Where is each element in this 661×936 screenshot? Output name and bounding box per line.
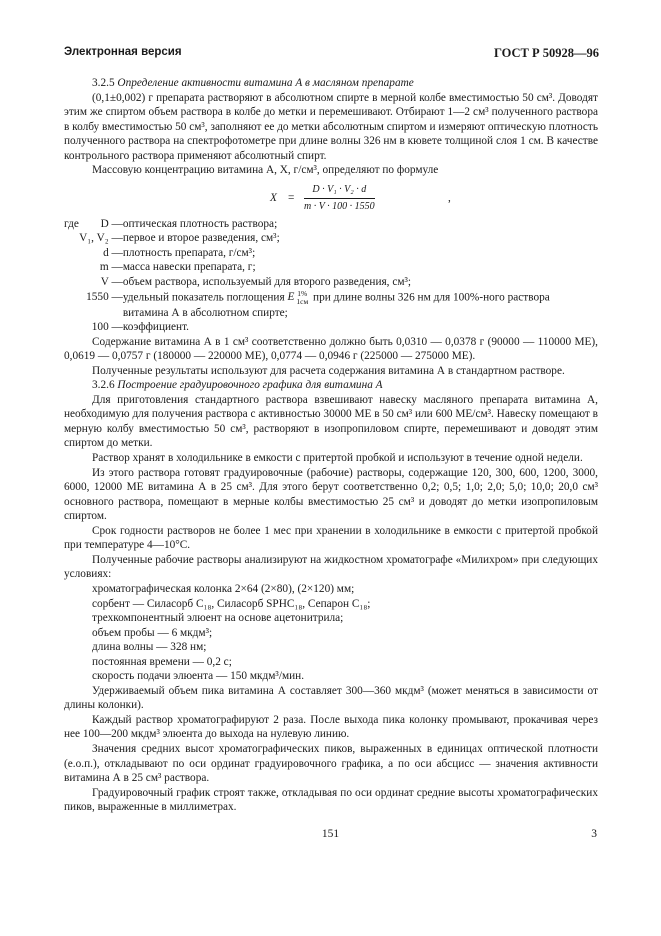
header-standard-number: ГОСТ Р 50928—96	[493, 46, 599, 60]
paragraph: Массовую концентрацию витамина А, X, г/см³, определяют по формуле	[92, 164, 439, 177]
list-item: объем пробы — 6 мкдм³;	[92, 626, 213, 639]
paragraph: Градуировочный график строят также, откладывая по оси ординат средние высоты хроматографических пиков, выраженные в миллиметрах.	[64, 786, 598, 814]
section-heading-3-2-5	[64, 76, 598, 91]
formula-equals: =	[288, 191, 295, 204]
formula-definitions	[64, 217, 598, 335]
paragraph: (0,1±0,002) г препарата растворяют в абсолютном спирте в мерной колбе вместимостью 50 см³. Доводят этим же спиртом объем раствора в колбе до метки и перемешивают. Отбирают 1—2 см³ полученного раствора в колбу вместимостью 50 см³, заполняют ее до метки абсолютным спиртом и измеряют оптическую плотность полученного раствора на спектрофотометре при длине волны 326 нм в кювете толщиной слоя 1 см. В качестве контрольного раствора применяют абсолютный спирт.	[64, 91, 598, 162]
list-item: хроматографическая колонка 2×64 (2×80), (2×120) мм;	[92, 582, 355, 595]
definition-symbol: D —	[100, 217, 123, 230]
definition-row	[64, 231, 598, 246]
paragraph: Значения средних высот хроматографических пиков, выраженных в единицах оптической плотности (е.о.п.), откладывают по оси ординат градуировочного графика, а по оси абсцисс — значения активности витамина А в 25 см³ раствора.	[64, 742, 598, 785]
definition-symbol: V —	[100, 276, 123, 289]
formula	[64, 183, 598, 213]
definition-text-part: удельный показатель поглощения	[122, 291, 285, 304]
list-item: постоянная времени — 0,2 с;	[92, 655, 232, 668]
section-title: Построение градуировочного графика для витамина А	[117, 379, 383, 392]
paragraph: Полученные результаты используют для расчета содержания витамина А в стандартном растворе.	[92, 364, 565, 377]
document-body	[64, 76, 598, 815]
definition-symbol: 100 —	[91, 321, 123, 334]
definition-text: плотность препарата, г/см³;	[122, 246, 256, 259]
formula-comma: ,	[448, 191, 451, 204]
header-edition-label: Электронная версия	[64, 46, 182, 58]
paragraph: Срок годности растворов не более 1 мес при хранении в холодильнике в емкости с притертой пробкой при температуре 4—10°С.	[64, 524, 598, 552]
formula-fraction	[304, 183, 375, 215]
page-number: 151	[321, 828, 340, 840]
paragraph: Раствор хранят в холодильнике в емкости с притертой пробкой и используют в течение одной недели.	[92, 452, 583, 465]
extinction-symbol: E	[287, 291, 295, 304]
formula-lhs: X	[270, 191, 277, 204]
definition-text: объем раствора, используемый для второго разведения, см³;	[122, 276, 412, 289]
paragraph: Из этого раствора готовят градуировочные (рабочие) растворы, содержащие 120, 300, 600, 1200, 3000, 6000, 12000 МЕ витамина А в 25 см³. Для этого берут соответственно 0,2; 0,5; 1,0; 2,0; 5,0; 10,0; 20,0 см³ основного раствора, помещают в мерные колбы вместимостью 25 см³ и доводят до метки изопропиловым спиртом.	[64, 466, 598, 523]
extinction-subscript: 1см	[296, 296, 309, 306]
conditions-list	[64, 582, 598, 684]
definition-symbol: d —	[103, 246, 123, 259]
definition-text	[123, 290, 598, 321]
section-title: Определение активности витамина А в масляном препарате	[117, 77, 414, 89]
paragraph: Каждый раствор хроматографируют 2 раза. После выхода пика колонку промывают, прокачивая через нее 100—200 мкдм³ элюента до выхода на нулевую линию.	[64, 713, 598, 741]
section-number: 3.2.6	[92, 379, 115, 392]
definition-text: коэффициент.	[122, 321, 190, 334]
definition-row	[64, 275, 598, 290]
formula-denominator: m · V · 100 · 1550	[304, 201, 375, 213]
definition-row	[64, 246, 598, 261]
definition-symbol: V₁, V₂ —	[79, 232, 123, 245]
extinction-indices	[296, 290, 308, 306]
paragraph: Полученные рабочие растворы анализируют на жидкостном хроматографе «Милихром» при следующих условиях:	[64, 553, 598, 581]
definition-text: оптическая плотность раствора;	[122, 217, 278, 230]
extinction-superscript: 1%	[297, 288, 308, 298]
definition-row	[64, 320, 598, 335]
list-item: сорбент — Силасорб С₁₈, Силасорб SPHC₁₈, Сепарон С₁₈;	[92, 597, 371, 610]
section-heading-3-2-6	[64, 378, 598, 393]
definition-row	[64, 260, 598, 275]
definition-row	[64, 217, 598, 232]
list-item: длина волны — 328 нм;	[92, 641, 207, 654]
list-item: скорость подачи элюента — 150 мкдм³/мин.	[92, 670, 305, 683]
definition-text: масса навески препарата, г;	[122, 261, 256, 274]
definition-text: первое и второе разведения, см³;	[122, 232, 280, 245]
sheet-number: 3	[591, 828, 597, 840]
definition-symbol: m —	[99, 261, 123, 274]
where-label: где	[64, 217, 79, 230]
paragraph: Содержание витамина А в 1 см³ соответственно должно быть 0,0310 — 0,0378 г (90000 — 110000 МЕ), 0,0619 — 0,0757 г (180000 — 220000 МЕ), 0,0774 — 0,0946 г (225000 — 275000 МЕ).	[64, 335, 598, 363]
list-item: трехкомпонентный элюент на основе ацетонитрила;	[92, 612, 344, 625]
section-number: 3.2.5	[92, 77, 115, 89]
paragraph: Для приготовления стандартного раствора взвешивают навеску масляного препарата витамина А, необходимую для получения раствора с активностью 30000 МЕ в 50 см³ или 600 МЕ/см³. Навеску помещают в мерную колбу вместимостью 50 см³, растворяют в изопропиловом спирте, перемешивают и доводят этим спиртом до метки.	[64, 393, 598, 450]
definition-text-part: при длине волны 326 нм для 100%-ного раствора витамина А в абсолютном спирте;	[122, 291, 550, 319]
formula-numerator: D · V₁ · V₂ · d	[304, 183, 375, 200]
definition-row	[64, 290, 598, 321]
definition-symbol: 1550 —	[86, 290, 123, 303]
paragraph: Удерживаемый объем пика витамина А составляет 300—360 мкдм³ (может меняться в зависимости от длины колонки).	[64, 684, 598, 712]
